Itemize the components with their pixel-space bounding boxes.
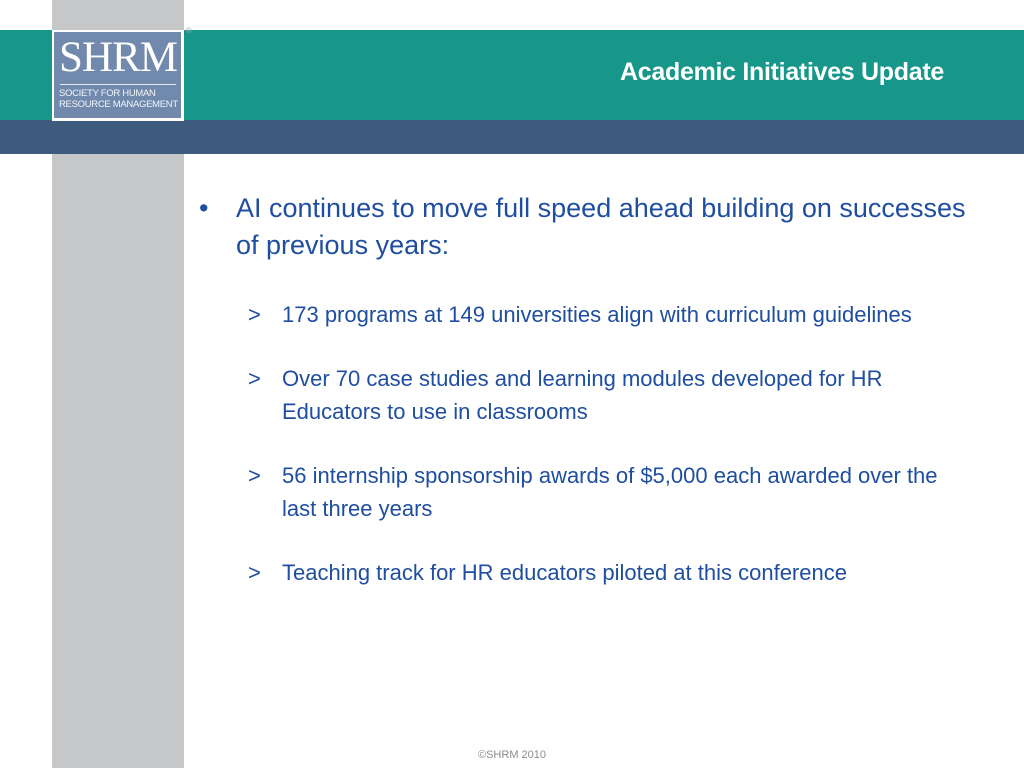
- sub-bullet-item: [248, 298, 972, 331]
- header-navy-band: [0, 120, 1024, 154]
- logo-divider: [60, 84, 176, 85]
- sub-bullet-marker: >: [248, 463, 261, 488]
- sub-bullet-text: 56 internship sponsorship awards of $5,000 each awarded over the last three years: [282, 463, 938, 521]
- slide-title: Academic Initiatives Update: [620, 58, 944, 86]
- sub-bullet-marker: >: [248, 302, 261, 327]
- logo-panel: [54, 32, 181, 118]
- sub-bullet-marker: >: [248, 366, 261, 391]
- sub-bullet-item: [248, 556, 972, 589]
- sub-bullet-text: 173 programs at 149 universities align with curriculum guidelines: [282, 302, 912, 327]
- sub-bullet-text: Teaching track for HR educators piloted at this conference: [282, 560, 847, 585]
- sub-bullet-item: [248, 362, 972, 428]
- main-bullet: [196, 190, 986, 264]
- shrm-logo: [52, 30, 184, 121]
- slide-body: [196, 190, 986, 620]
- sub-bullet-text: Over 70 case studies and learning modules developed for HR Educators to use in classrooms: [282, 366, 883, 424]
- sub-bullet-item: [248, 459, 972, 525]
- main-bullet-text: AI continues to move full speed ahead building on successes of previous years:: [236, 193, 966, 260]
- sub-bullet-marker: >: [248, 560, 261, 585]
- logo-wordmark: SHRM: [59, 34, 177, 81]
- sub-bullet-list: [196, 298, 986, 589]
- logo-subtext: SOCIETY FOR HUMAN RESOURCE MANAGEMENT: [59, 88, 178, 110]
- bullet-marker: •: [199, 193, 209, 223]
- registered-mark: ®: [186, 26, 192, 35]
- footer-copyright: ©SHRM 2010: [477, 749, 547, 761]
